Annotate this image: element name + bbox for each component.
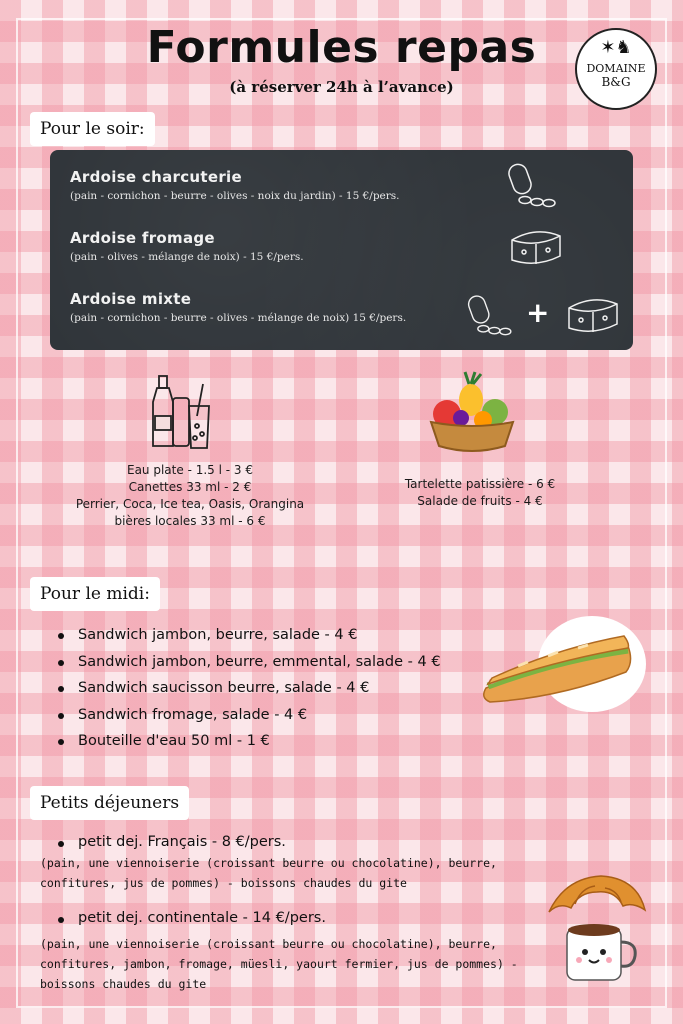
domaine-logo <box>575 28 657 110</box>
list-item: Bouteille d'eau 50 ml - 1 € <box>58 728 441 755</box>
page-subtitle: (à réserver 24h à l’avance) <box>229 78 454 96</box>
petit-dej-continental-detail: (pain, une viennoiserie (croissant beurre ou chocolatine), beurre, confitures, jambon, fromage, müesli, yaourt fermier, jus de pommes) - boissons chaudes du gite <box>40 937 518 991</box>
fruit-basket-icon <box>425 370 520 455</box>
section-label-midi: Pour le midi: <box>30 577 160 611</box>
section-label-petits-dejeuners: Petits déjeuners <box>30 786 189 820</box>
item-name: Ardoise mixte <box>70 290 192 308</box>
desserts-list <box>380 476 580 510</box>
midi-list <box>58 622 441 755</box>
boisson-line: Perrier, Coca, Ice tea, Oasis, Orangina <box>75 497 305 511</box>
item-name: Ardoise fromage <box>70 229 215 247</box>
drinks-icon <box>145 372 225 452</box>
list-item: Sandwich saucisson beurre, salade - 4 € <box>58 675 441 702</box>
sausage-icon <box>465 290 520 340</box>
item-desc: (pain - cornichon - beurre - olives - noix du jardin) - 15 €/pers. <box>70 190 400 202</box>
ardoise-menu-board <box>50 150 633 350</box>
dessert-line: Tartelette patissière - 6 € <box>404 477 556 491</box>
list-item: Sandwich jambon, beurre, emmental, salade - 4 € <box>58 649 441 676</box>
section-label-soir: Pour le soir: <box>30 112 155 146</box>
dessert-line: Salade de fruits - 4 € <box>417 494 543 508</box>
cheese-wheel-icon <box>565 290 621 340</box>
petit-dej-continental-title: petit dej. continentale - 14 €/pers. <box>58 910 326 926</box>
item-desc: (pain - olives - mélange de noix) - 15 €/pers. <box>70 251 304 263</box>
boissons-list <box>40 462 340 530</box>
petit-dej-francais-title: petit dej. Français - 8 €/pers. <box>58 834 286 850</box>
boisson-line: bières locales 33 ml - 6 € <box>114 514 266 528</box>
ardoise-mixte-item <box>70 290 406 324</box>
item-desc: (pain - cornichon - beurre - olives - mélange de noix) 15 €/pers. <box>70 312 407 324</box>
logo-line2: B&G <box>601 75 631 89</box>
ardoise-charcuterie-item <box>70 168 400 202</box>
list-item: Sandwich jambon, beurre, salade - 4 € <box>58 622 441 649</box>
horse-icon: ✶♞ <box>600 37 632 58</box>
ardoise-fromage-item <box>70 229 304 263</box>
sandwich-icon <box>478 632 638 712</box>
boisson-line: Canettes 33 ml - 2 € <box>128 480 252 494</box>
croissant-coffee-icon <box>545 872 650 987</box>
sausage-icon <box>505 160 565 210</box>
cheese-wheel-icon <box>508 222 564 272</box>
page-title: Formules repas <box>146 22 537 73</box>
plus-sign: + <box>526 296 550 329</box>
logo-line1: DOMAINE <box>586 62 646 75</box>
item-name: Ardoise charcuterie <box>70 168 242 186</box>
boisson-line: Eau plate - 1.5 l - 3 € <box>127 463 253 477</box>
petit-dej-francais-detail: (pain, une viennoiserie (croissant beurre ou chocolatine), beurre, confitures, jus de pommes) - boissons chaudes du gite <box>40 856 497 890</box>
list-item: Sandwich fromage, salade - 4 € <box>58 702 441 729</box>
